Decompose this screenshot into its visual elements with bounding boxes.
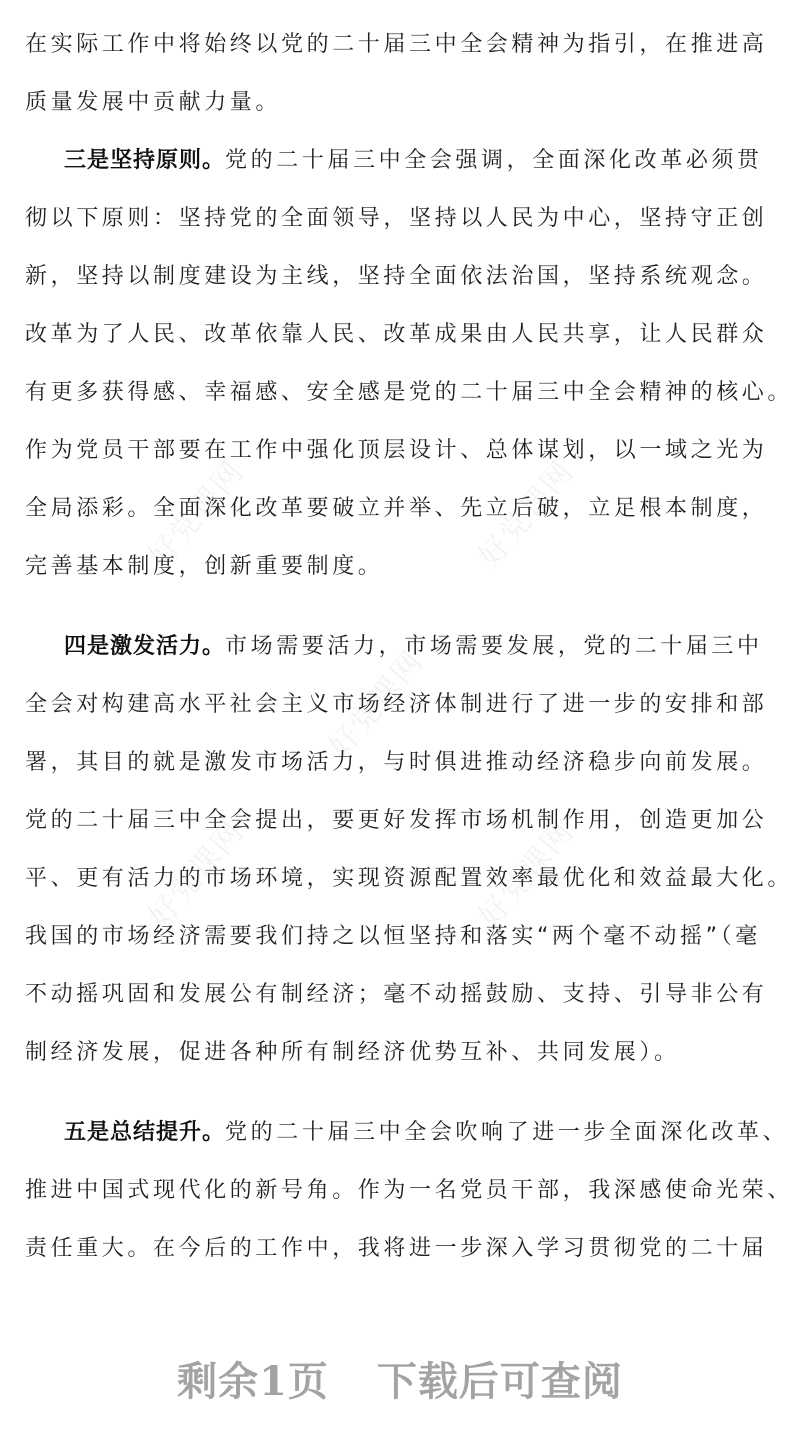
- paragraph-line: 质量发展中贡献力量。: [25, 90, 282, 115]
- watermark: 好党课网: [472, 453, 582, 575]
- paragraph-line: 在实际工作中将始终以党的二十届三中全会精神为指引，在推进高: [25, 32, 768, 57]
- paragraph-first-line: [64, 1118, 800, 1148]
- paragraph-line: 制经济发展，促进各种所有制经济优势互补、共同发展）。: [25, 1040, 680, 1065]
- paragraph-line: 有更多获得感、幸福感、安全感是党的二十届三中全会精神的核心。: [25, 380, 794, 405]
- paragraph-line: 署，其目的就是激发市场活力，与时俱进推动经济稳步向前发展。: [25, 750, 768, 775]
- download-hint-label[interactable]: 下载后可查阅: [376, 1358, 623, 1405]
- paragraph-line: 我国的市场经济需要我们持之以恒坚持和落实“两个毫不动摇”（毫: [25, 924, 761, 949]
- paragraph-text: 党的二十届三中全会吹响了进一步全面深化改革、: [225, 1120, 789, 1145]
- paragraph-first-line: [64, 146, 800, 176]
- watermark: 好党课网: [322, 643, 432, 765]
- paragraph-line: 平、更有活力的市场环境，实现资源配置效率最优化和效益最大化。: [25, 866, 794, 891]
- watermark: 好党课网: [142, 813, 252, 935]
- paragraph-line: 不动摇巩固和发展公有制经济；毫不动摇鼓励、支持、引导非公有: [25, 982, 768, 1007]
- paragraph-first-line: [64, 632, 800, 662]
- download-prompt[interactable]: [0, 1350, 800, 1407]
- paragraph-line: 新，坚持以制度建设为主线，坚持全面依法治国，坚持系统观念。: [25, 264, 768, 289]
- paragraph-line: 全局添彩。全面深化改革要破立并举、先立后破，立足根本制度，: [25, 496, 768, 521]
- paragraph-line: 完善基本制度，创新重要制度。: [25, 554, 384, 579]
- paragraph-line: 党的二十届三中全会提出，要更好发挥市场机制作用，创造更加公: [25, 808, 768, 833]
- remaining-pages-label: 剩余1页: [177, 1358, 329, 1405]
- paragraph-line: 彻以下原则：坚持党的全面领导，坚持以人民为中心，坚持守正创: [25, 206, 768, 231]
- section-heading: 五是总结提升。: [64, 1120, 226, 1145]
- paragraph-text: 市场需要活力，市场需要发展，党的二十届三中: [225, 634, 763, 659]
- paragraph-line: 全会对构建高水平社会主义市场经济体制进行了进一步的安排和部: [25, 692, 768, 717]
- section-heading: 三是坚持原则。: [64, 148, 226, 173]
- watermark: 好党课网: [142, 453, 252, 575]
- paragraph-text: 党的二十届三中全会强调，全面深化改革必须贯: [225, 148, 763, 173]
- paragraph-line: 责任重大。在今后的工作中，我将进一步深入学习贯彻党的二十届: [25, 1236, 768, 1261]
- paragraph-line: 改革为了人民、改革依靠人民、改革成果由人民共享，让人民群众: [25, 322, 768, 347]
- watermark: 好党课网: [472, 813, 582, 935]
- section-heading: 四是激发活力。: [64, 634, 226, 659]
- paragraph-line: 作为党员干部要在工作中强化顶层设计、总体谋划，以一域之光为: [25, 438, 768, 463]
- paragraph-line: 推进中国式现代化的新号角。作为一名党员干部，我深感使命光荣、: [25, 1178, 794, 1203]
